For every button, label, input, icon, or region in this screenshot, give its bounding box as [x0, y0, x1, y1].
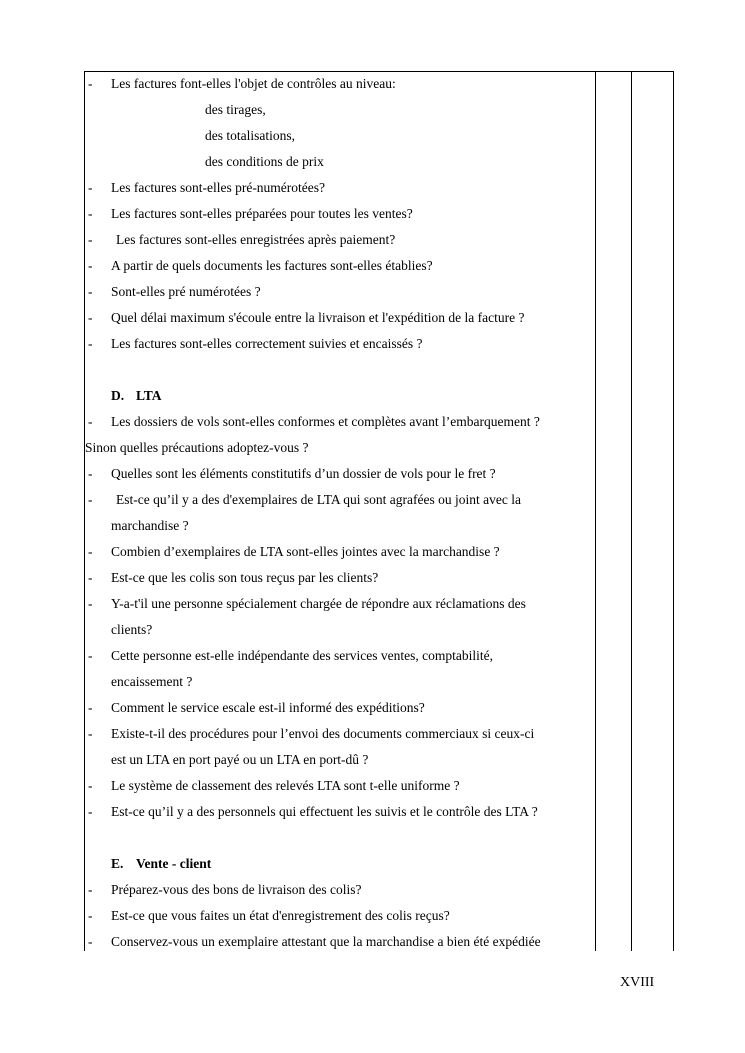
- list-item-continuation: [85, 669, 593, 695]
- questions-column: [85, 71, 593, 955]
- list-item: [85, 799, 593, 825]
- list-item: [85, 305, 593, 331]
- bullet-dash: -: [88, 76, 93, 91]
- list-item-continuation: [85, 617, 593, 643]
- question-text: A partir de quels documents les factures sont-elles établies?: [111, 258, 433, 273]
- sub-item: [85, 97, 593, 123]
- list-item: [85, 721, 593, 747]
- list-item: [85, 903, 593, 929]
- bullet-dash: -: [88, 336, 93, 351]
- list-item: [85, 201, 593, 227]
- page-number: XVIII: [620, 975, 655, 990]
- list-item: [85, 565, 593, 591]
- question-text: Existe-t-il des procédures pour l’envoi des documents commerciaux si ceux-ci: [111, 726, 535, 741]
- section-title: LTA: [136, 388, 162, 403]
- bullet-dash: -: [88, 310, 93, 325]
- sub-item: [85, 123, 593, 149]
- bullet-dash: -: [88, 700, 93, 715]
- section-heading-e: [85, 851, 593, 877]
- bullet-dash: -: [88, 882, 93, 897]
- question-text: Cette personne est-elle indépendante des services ventes, comptabilité,: [111, 648, 493, 663]
- list-item: [85, 461, 593, 487]
- question-text: Préparez-vous des bons de livraison des colis?: [111, 882, 362, 897]
- sub-item-text: des totalisations,: [205, 128, 295, 143]
- question-text: Sinon quelles précautions adoptez-vous ?: [85, 440, 309, 455]
- question-text: Comment le service escale est-il informé des expéditions?: [111, 700, 425, 715]
- question-text: clients?: [111, 622, 153, 637]
- list-item: [85, 227, 593, 253]
- question-text: Est-ce qu’il y a des personnels qui effectuent les suivis et le contrôle des LTA ?: [111, 804, 538, 819]
- section-heading-d: [85, 383, 593, 409]
- question-text: encaissement ?: [111, 674, 193, 689]
- question-text: Est-ce que vous faites un état d'enregistrement des colis reçus?: [111, 908, 450, 923]
- list-item: [85, 175, 593, 201]
- question-text: est un LTA en port payé ou un LTA en port-dû ?: [111, 752, 369, 767]
- bullet-dash: -: [88, 726, 93, 741]
- bullet-dash: -: [88, 804, 93, 819]
- question-text: Quel délai maximum s'écoule entre la livraison et l'expédition de la facture ?: [111, 310, 525, 325]
- question-text: Les factures font-elles l'objet de contrôles au niveau:: [111, 76, 396, 91]
- blank-line: [85, 357, 593, 383]
- list-item: [85, 643, 593, 669]
- bullet-dash: -: [88, 648, 93, 663]
- sub-item-text: des conditions de prix: [205, 154, 324, 169]
- bullet-dash: -: [88, 544, 93, 559]
- sub-item-text: des tirages,: [205, 102, 266, 117]
- question-text: Est-ce qu’il y a des d'exemplaires de LTA qui sont agrafées ou joint avec la: [116, 492, 521, 507]
- bullet-dash: -: [88, 934, 93, 949]
- table-column-divider-1: [595, 72, 596, 951]
- question-text: Conservez-vous un exemplaire attestant que la marchandise a bien été expédiée: [111, 934, 541, 949]
- bullet-dash: -: [88, 492, 93, 507]
- list-item: [85, 539, 593, 565]
- question-text: Combien d’exemplaires de LTA sont-elles jointes avec la marchandise ?: [111, 544, 500, 559]
- list-item-continuation: [85, 435, 593, 461]
- question-text: Est-ce que les colis son tous reçus par les clients?: [111, 570, 379, 585]
- section-heading-text: [111, 383, 162, 409]
- bullet-dash: -: [88, 180, 93, 195]
- list-item-continuation: [85, 513, 593, 539]
- question-text: Les dossiers de vols sont-elles conformes et complètes avant l’embarquement ?: [111, 414, 540, 429]
- blank-line: [85, 825, 593, 851]
- list-item: [85, 331, 593, 357]
- bullet-dash: -: [88, 466, 93, 481]
- section-title: Vente - client: [136, 856, 212, 871]
- list-item: [85, 695, 593, 721]
- list-item-continuation: [85, 747, 593, 773]
- list-item: [85, 279, 593, 305]
- bullet-dash: -: [88, 258, 93, 273]
- table-right-border: [673, 72, 674, 951]
- list-item: [85, 591, 593, 617]
- bullet-dash: -: [88, 596, 93, 611]
- question-text: marchandise ?: [111, 518, 189, 533]
- list-item: [85, 71, 593, 97]
- question-text: Le système de classement des relevés LTA sont t-elle uniforme ?: [111, 778, 460, 793]
- list-item: [85, 409, 593, 435]
- question-text: Y-a-t'il une personne spécialement chargée de répondre aux réclamations des: [111, 596, 526, 611]
- bullet-dash: -: [88, 778, 93, 793]
- question-text: Sont-elles pré numérotées ?: [111, 284, 261, 299]
- bullet-dash: -: [88, 908, 93, 923]
- bullet-dash: -: [88, 206, 93, 221]
- section-heading-text: [111, 851, 211, 877]
- question-text: Les factures sont-elles correctement suivies et encaissés ?: [111, 336, 423, 351]
- bullet-dash: -: [88, 284, 93, 299]
- section-letter: D.: [111, 388, 125, 403]
- question-text: Les factures sont-elles préparées pour toutes les ventes?: [111, 206, 413, 221]
- list-item: [85, 929, 593, 955]
- list-item: [85, 253, 593, 279]
- bullet-dash: -: [88, 570, 93, 585]
- question-text: Quelles sont les éléments constitutifs d’un dossier de vols pour le fret ?: [111, 466, 496, 481]
- list-item: [85, 877, 593, 903]
- question-text: Les factures sont-elles pré-numérotées?: [111, 180, 326, 195]
- table-column-divider-2: [631, 72, 632, 951]
- sub-item: [85, 149, 593, 175]
- bullet-dash: -: [88, 414, 93, 429]
- section-letter: E.: [111, 856, 124, 871]
- question-text: Les factures sont-elles enregistrées après paiement?: [116, 232, 396, 247]
- list-item: [85, 487, 593, 513]
- bullet-dash: -: [88, 232, 93, 247]
- list-item: [85, 773, 593, 799]
